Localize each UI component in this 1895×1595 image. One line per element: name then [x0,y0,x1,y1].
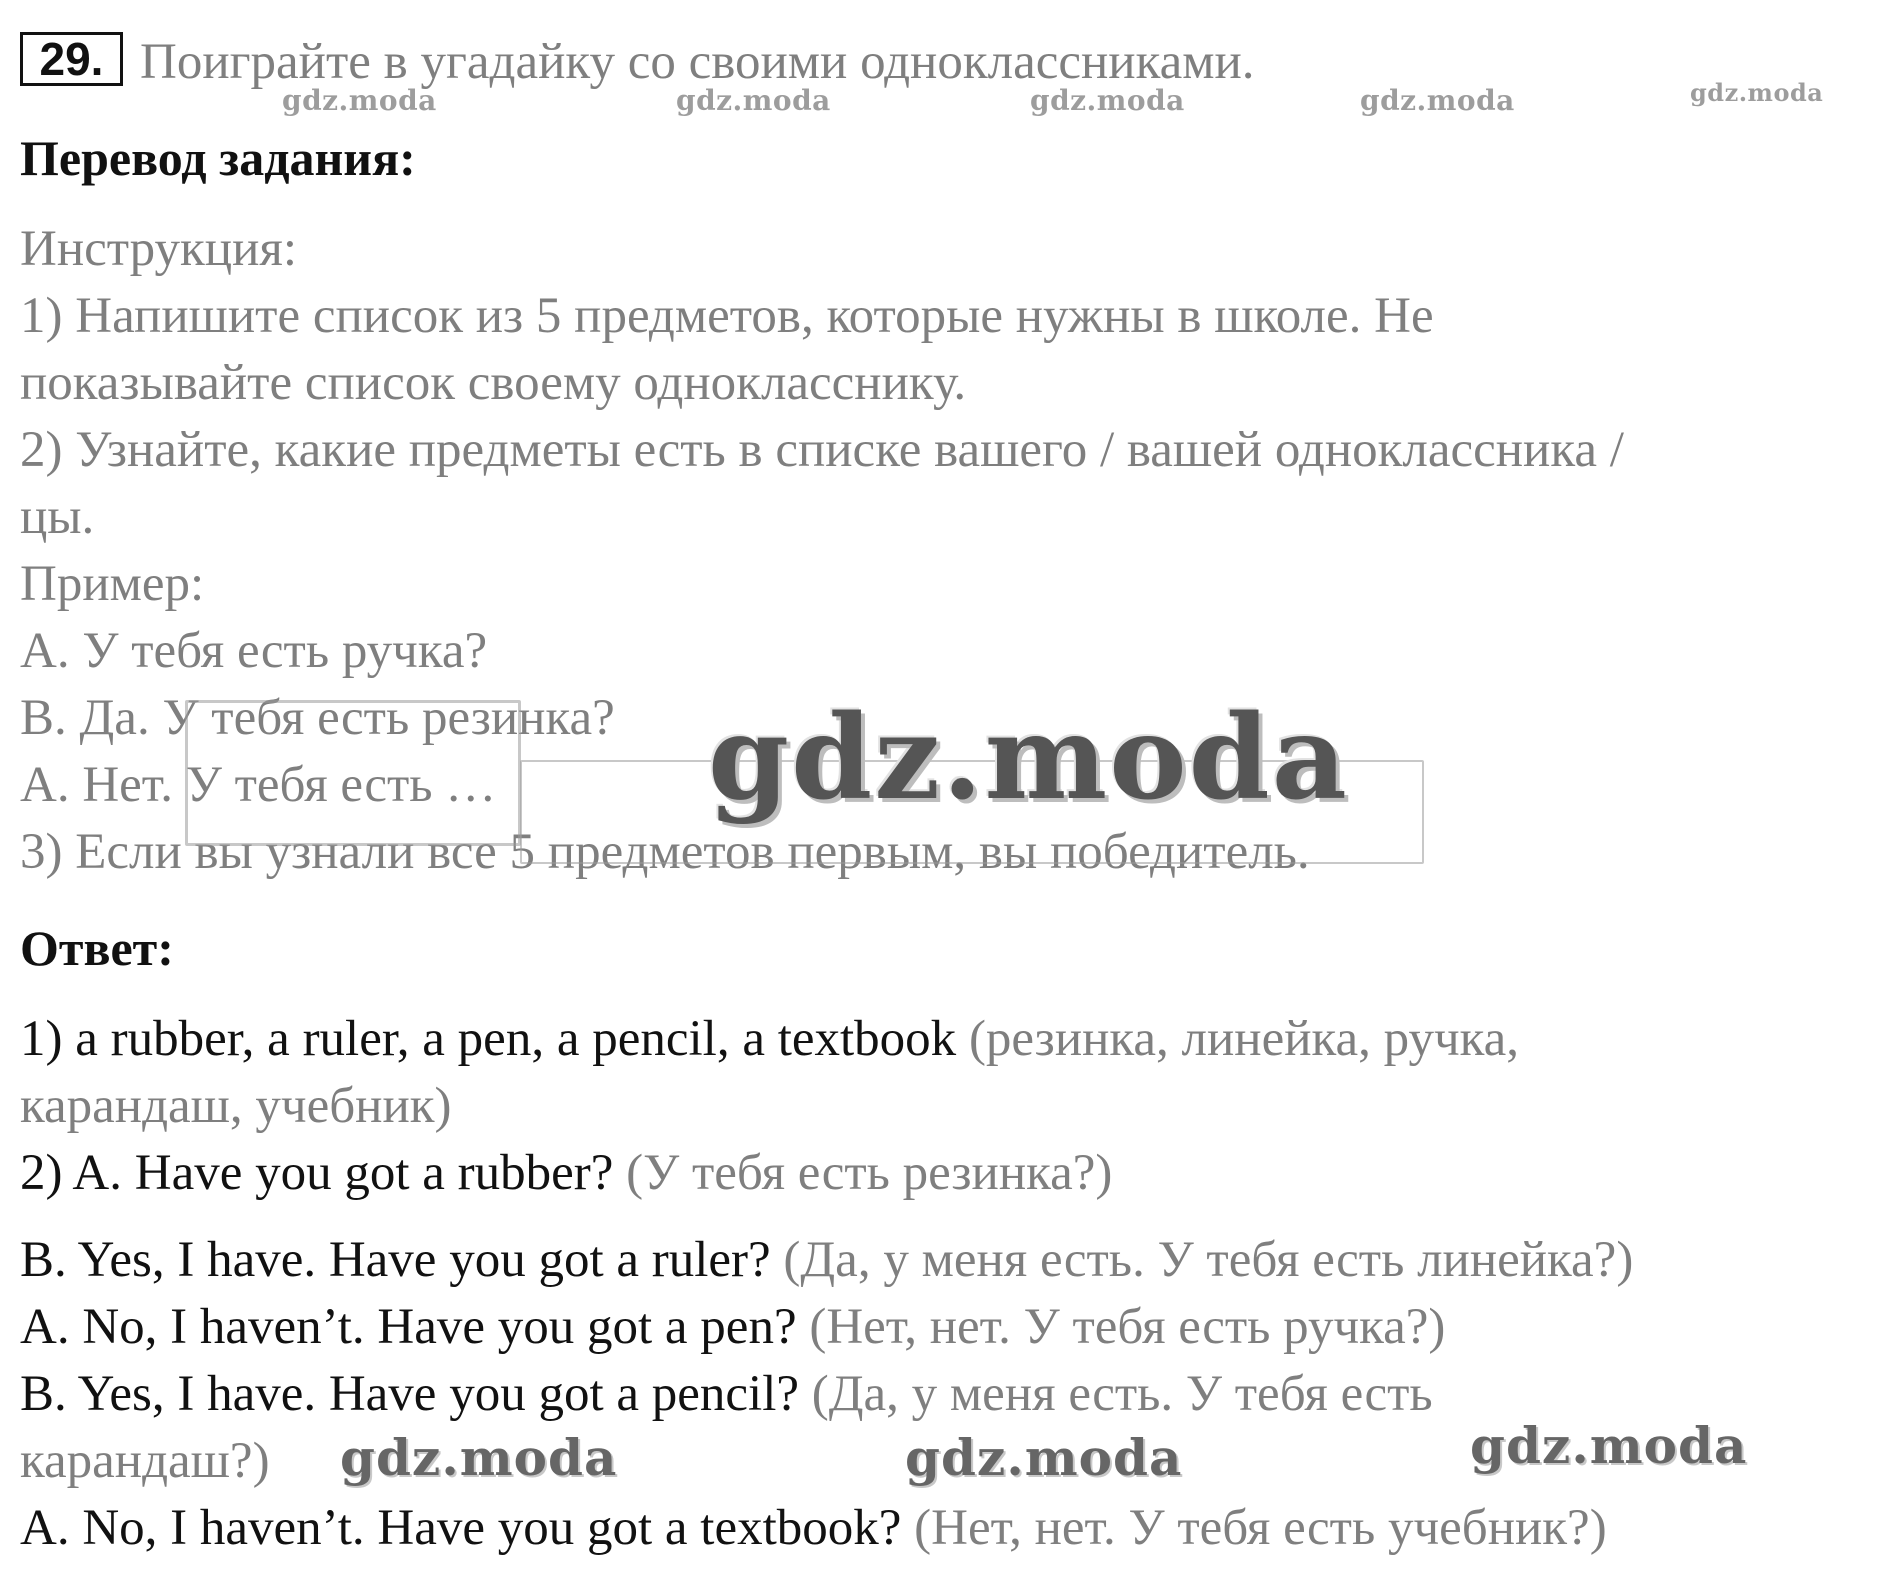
answer-english: A. No, I haven’t. Have you got a textbook? [20,1500,902,1556]
translation-line: A. Нет. У тебя есть … [20,757,497,813]
answer-english: 2) A. Have you got a rubber? [20,1145,614,1201]
answer-english: 1) a rubber, a ruler, a pen, a pencil, a textbook [20,1011,957,1067]
watermark: gdz.moda [1030,84,1185,117]
answer-line [20,1145,1113,1201]
translation-line: Инструкция: [20,221,297,277]
task-number-box [20,32,123,86]
watermark: gdz.moda [1690,78,1824,107]
watermark: gdz.moda [905,1428,1183,1487]
answer-russian: (Да, у меня есть. У тебя есть линейка?) [770,1232,1634,1288]
answer-line [20,1011,1520,1067]
translation-line: показывайте список своему однокласснику. [20,355,967,411]
answer-line [20,1366,1433,1422]
answer-line [20,1299,1446,1355]
answer-line [20,1433,270,1489]
watermark: gdz.moda [1470,1416,1748,1475]
watermark-ghost-frame [185,700,521,846]
translation-line: B. Да. У тебя есть резинка? [20,690,615,746]
answer-russian: (Нет, нет. У тебя есть учебник?) [901,1500,1607,1556]
answer-english: B. Yes, I have. Have you got a ruler? [20,1232,771,1288]
task-number: 29. [39,33,104,85]
watermark-large: gdz.moda [708,690,1349,826]
translation-heading: Перевод задания: [20,130,416,186]
answer-russian: (Да, у меня есть. У тебя есть [799,1366,1433,1422]
answer-russian: карандаш, учебник) [20,1078,452,1134]
answer-russian: (У тебя есть резинка?) [613,1145,1113,1201]
watermark: gdz.moda [282,84,437,117]
watermark: gdz.moda [1360,84,1515,117]
translation-line: 3) Если вы узнали все 5 предметов первым, вы победитель. [20,824,1310,880]
answer-heading: Ответ: [20,920,174,976]
watermark: gdz.moda [340,1428,618,1487]
answer-line [20,1078,452,1134]
translation-line: 2) Узнайте, какие предметы есть в списке вашего / вашей одноклассника / [20,422,1624,478]
answer-russian: (резинка, линейка, ручка, [956,1011,1520,1067]
answer-russian: (Нет, нет. У тебя есть ручка?) [796,1299,1446,1355]
answer-english: A. No, I haven’t. Have you got a pen? [20,1299,797,1355]
answer-line [20,1232,1634,1288]
answer-line [20,1500,1607,1556]
translation-line: цы. [20,489,95,545]
translation-line: A. У тебя есть ручка? [20,623,488,679]
translation-line: Пример: [20,556,205,612]
answer-english: B. Yes, I have. Have you got a pencil? [20,1366,799,1422]
watermark: gdz.moda [676,84,831,117]
task-title: Поиграйте в угадайку со своими одноклассниками. [140,34,1255,90]
translation-line: 1) Напишите список из 5 предметов, которые нужны в школе. Не [20,288,1434,344]
answer-russian: карандаш?) [20,1433,270,1489]
